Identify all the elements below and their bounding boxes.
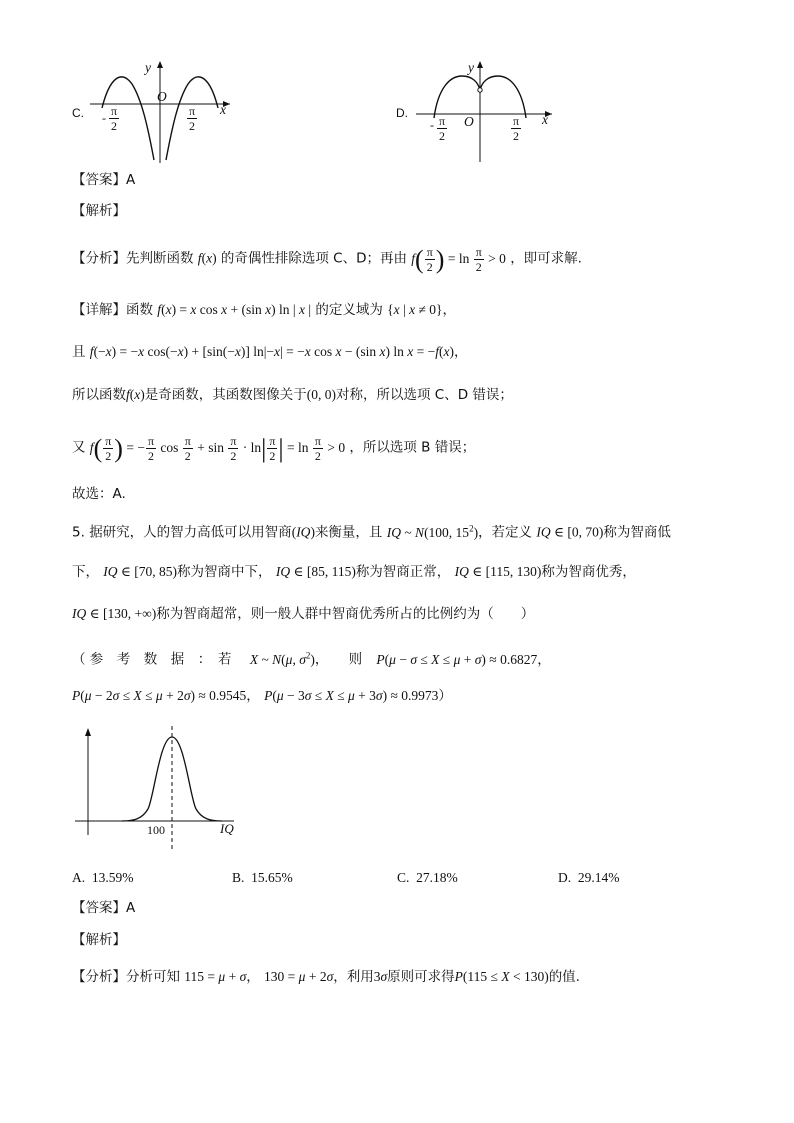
ref-label: 参 考 数 据 ： 若	[89, 651, 232, 668]
formula-domain: {x | x ≠ 0}，	[387, 302, 456, 317]
chart-tick-100: 100	[147, 823, 165, 837]
option-d-x-label: x	[542, 112, 548, 127]
q5-answer-value: A	[126, 900, 136, 916]
option-d-pos-tick: $\frac{\pi}{2}$	[513, 114, 520, 143]
formula-p-1sigma: P(μ − σ ≤ X ≤ μ + σ) ≈ 0.6827，	[376, 651, 551, 667]
option-c-curve-svg	[70, 58, 240, 168]
chart-axis-iq: IQ	[220, 821, 234, 836]
formula-f-pi-half-detail: f( $\frac{\pi}{2}$ ) = − $\frac{\pi}{2}$ cos $\frac{\pi}{2}$ + sin $\frac{\pi}{2}$ · ln| $\frac{\pi}{2}$ | = ln $\frac{\pi}{2}$ > 0	[89, 433, 346, 463]
option-c-origin-label: O	[157, 89, 167, 104]
formula-fx-def: f(x) = x cos x + (sin x) ln | x |	[157, 302, 312, 317]
option-d-neg-sign: -	[430, 118, 434, 132]
option-d-letter: D.	[396, 106, 408, 120]
option-c-x-label: x	[220, 102, 226, 117]
formula-115: 115 = μ + σ，	[184, 969, 260, 984]
option-c-graph	[70, 58, 240, 168]
q5-option-d[interactable]	[558, 868, 620, 888]
line3-text-3: 对称，所以选项 C、D 错误；	[336, 387, 513, 403]
q5-reference-line-1	[72, 645, 551, 670]
option-c-neg-sign: -	[102, 111, 106, 125]
stem-3a: 称为智商超常，则一般人群中智商优秀所占的比例约为（ ）	[156, 606, 535, 622]
answer-label: 【答案】	[72, 172, 126, 188]
formula-p-3sigma: P(μ − 3σ ≤ X ≤ μ + 3σ) ≈ 0.9973	[264, 688, 439, 703]
q5-fenxi-text-4: 的值.	[548, 969, 580, 985]
option-d-curve-svg	[394, 58, 564, 168]
option-a-value: 13.59%	[91, 870, 134, 885]
option-c-pos-tick: $\frac{\pi}{2}$	[189, 104, 196, 133]
option-d-value: 29.14%	[577, 870, 620, 885]
option-d-origin-label: O	[464, 114, 474, 129]
q5-stem-line-3	[72, 604, 534, 624]
q5-number: 5.	[72, 524, 85, 541]
option-d-graph	[394, 58, 564, 168]
q5-fenxi-text-2: ，利用	[333, 969, 374, 985]
stem-1d: 称为智商低	[603, 524, 671, 541]
q4-detail-line-3	[72, 385, 513, 405]
q4-detail-line-2	[72, 342, 467, 362]
q4-conclusion: 故选：A.	[72, 486, 126, 502]
q5-answer-label: 【答案】	[72, 900, 126, 916]
detail-label: 【详解】	[72, 302, 126, 318]
fenxi-text-3: ，即可求解.	[510, 250, 582, 267]
formula-interval-excellent: IQ ∈ [115, 130)	[454, 564, 542, 579]
option-d-letter: D.	[558, 870, 572, 885]
option-c-letter: C.	[72, 106, 84, 120]
option-a-letter: A.	[72, 870, 86, 885]
option-c-value: 27.18%	[416, 870, 458, 885]
q5-analysis-label: 【解析】	[72, 932, 126, 948]
line3-text-1: 所以函数	[72, 387, 126, 403]
stem-2b: 称为智商中下，	[177, 564, 272, 580]
normal-curve-figure	[72, 725, 252, 855]
formula-normal-x: X ~ N(μ, $\sigma^2$)	[249, 650, 315, 667]
formula-iq-dist: IQ ~ N(100, $15^2$)	[386, 523, 479, 540]
formula-130: 130 = μ + 2σ	[264, 969, 334, 984]
stem-2c: 称为智商正常，	[355, 564, 451, 580]
q5-fenxi-text-3: 原则可求得	[387, 969, 455, 985]
option-d-neg-tick: $\frac{\pi}{2}$	[439, 114, 446, 143]
line4-suffix: ，所以选项 B 错误；	[349, 439, 476, 456]
formula-interval-normal: IQ ∈ [85, 115)	[275, 564, 356, 579]
option-b-letter: B.	[232, 870, 245, 885]
formula-3sigma: 3σ	[373, 969, 388, 984]
fenxi-text-1: 先判断函数	[126, 250, 194, 267]
formula-f-pi-half: f( $\frac{\pi}{2}$ ) = ln $\frac{\pi}{2}$ > 0	[411, 244, 506, 274]
q4-answer	[72, 170, 135, 190]
answer-value: A	[126, 172, 136, 188]
q5-option-c[interactable]	[397, 868, 458, 888]
fenxi-label: 【分析】	[72, 250, 126, 267]
stem-1a: 据研究，人的智力高低可以用智商	[89, 524, 292, 541]
formula-interval-midlow: IQ ∈ [70, 85)	[103, 564, 178, 579]
stem-1c: ，若定义	[478, 524, 533, 541]
option-c-letter: C.	[397, 870, 410, 885]
q4-detail-line-1	[72, 300, 456, 320]
q5-stem-line-1	[72, 518, 671, 543]
option-b-value: 15.65%	[251, 870, 293, 885]
q5-fenxi	[72, 967, 580, 987]
formula-interval-low: IQ ∈ [0, 70)	[536, 524, 604, 540]
q4-fenxi	[72, 245, 582, 274]
q5-option-b[interactable]	[232, 868, 293, 888]
stem-1b: 来衡量，且	[314, 524, 383, 541]
formula-fx: f(x)	[197, 250, 217, 266]
formula-p-2sigma: P(μ − 2σ ≤ X ≤ μ + 2σ) ≈ 0.9545，	[72, 688, 260, 703]
stem-2a: 下，	[72, 564, 99, 580]
line4-prefix: 又	[72, 439, 86, 456]
ref-then: ， 则	[314, 651, 363, 668]
detail-text-2: 的定义域为	[315, 302, 383, 318]
formula-origin: (0, 0)	[306, 387, 337, 402]
q5-stem-line-2	[72, 562, 636, 582]
ref-end: ）	[438, 688, 452, 704]
q5-fenxi-label: 【分析】	[72, 969, 126, 985]
option-c-neg-tick: $\frac{\pi}{2}$	[111, 104, 118, 133]
formula-fx-odd: f(x)	[126, 387, 145, 402]
detail-text-1: 函数	[126, 302, 153, 318]
fenxi-text-2: 的奇偶性排除选项 C、D；再由	[220, 250, 407, 267]
q5-answer	[72, 898, 135, 918]
formula-iq: (IQ)	[291, 524, 315, 540]
formula-f-neg-x: f(−x) = −x cos(−x) + [sin(−x)] ln|−x| = −x cos x − (sin x) ln x = −f(x)，	[89, 344, 468, 359]
line2-prefix: 且	[72, 344, 86, 360]
q5-fenxi-text-1: 分析可知	[126, 969, 180, 985]
formula-interval-super: IQ ∈ [130, +∞)	[72, 606, 157, 621]
q4-detail-line-4	[72, 434, 475, 463]
option-d-y-label: y	[468, 60, 474, 75]
line3-text-2: 是奇函数，其函数图像关于	[144, 387, 307, 403]
option-c-y-label: y	[145, 60, 151, 75]
q5-option-a[interactable]	[72, 868, 134, 888]
ref-open: （	[72, 651, 86, 668]
stem-2d: 称为智商优秀，	[541, 564, 636, 580]
formula-p-range: P(115 ≤ X < 130)	[454, 969, 549, 984]
q5-reference-line-2	[72, 686, 452, 706]
q4-analysis-label: 【解析】	[72, 203, 126, 219]
